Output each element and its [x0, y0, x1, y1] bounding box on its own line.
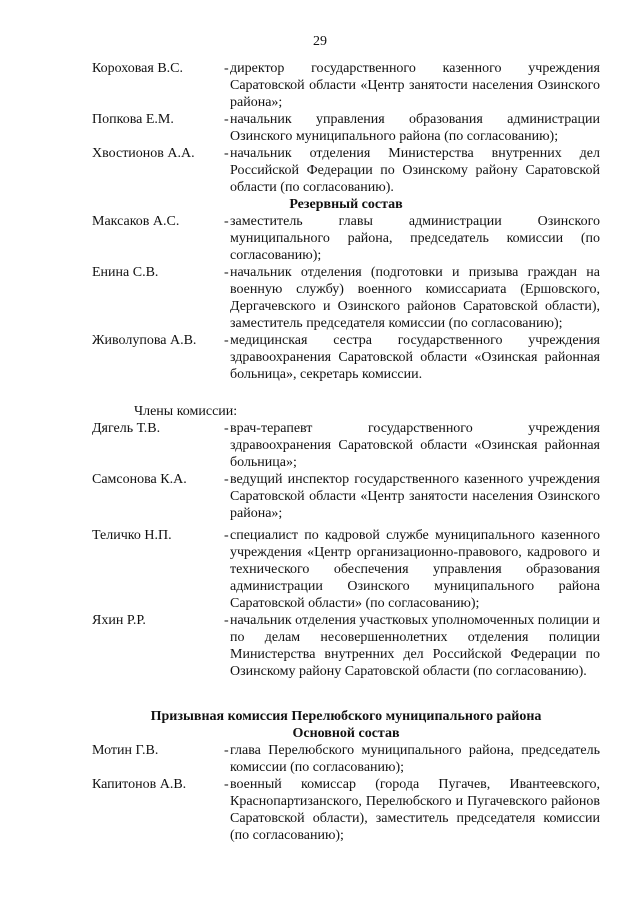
member-position: начальник управления образования администрации Озинского муниципального района (по согласованию); [230, 112, 600, 144]
member-position: ведущий инспектор государственного казенного учреждения Саратовской области «Центр занятости населения Озинского района»; [230, 472, 600, 521]
member-name: Попкова Е.М. [92, 112, 174, 127]
member-position: начальник отделения (подготовки и призыва граждан на военную службу) военного комиссариата (Ершовского, Дергачевского и Озинского районов Саратовской области), заместитель председателя комиссии (по согласованию); [230, 265, 600, 331]
member-row: Живолупова А.В. - медицинская сестра государственного учреждения здравоохранения Саратовской области «Озинская районная больница», секретарь комиссии. [92, 333, 600, 382]
reserve-heading: Резервный состав [289, 197, 403, 212]
page-number: 29 [313, 34, 327, 49]
member-row: Самсонова К.А. - ведущий инспектор государственного казенного учреждения Саратовской области «Центр занятости населения Озинского района»; [92, 472, 600, 521]
commission-title: Призывная комиссия Перелюбского муниципального района [150, 709, 542, 724]
member-position: начальник отделения участковых уполномоченных полиции и по делам несовершеннолетних отделения полиции Министерства внутренних дел Российской Федерации по Озинскому району Саратовской области (по согласованию). [230, 613, 601, 679]
member-row: Мотин Г.В. - глава Перелюбского муниципального района, председатель комиссии (по согласованию); [92, 743, 600, 775]
member-name: Короховая В.С. [92, 61, 184, 76]
member-name: Яхин Р.Р. [92, 613, 146, 628]
member-row: Попкова Е.М. - начальник управления образования администрации Озинского муниципального района (по согласованию); [92, 112, 600, 144]
member-row: Теличко Н.П. - специалист по кадровой службе муниципального казенного учреждения «Центр организационно-правового, кадрового и технического обеспечения управления образования администрации Озинского муниципального района Саратовской области» (по согласованию); [92, 528, 600, 611]
member-position: врач-терапевт государственного учреждения здравоохранения Саратовской области «Озинская районная больница»; [230, 421, 600, 470]
member-row: Дягель Т.В. - врач-терапевт государственного учреждения здравоохранения Саратовской области «Озинская районная больница»; [92, 421, 600, 470]
member-row: Капитонов А.В. - военный комиссар (города Пугачев, Ивантеевского, Краснопартизанского, Перелюбского и Пугачевского районов Саратовской области), заместитель председателя комиссии (по согласованию); [92, 777, 600, 843]
member-position: директор государственного казенного учреждения Саратовской области «Центр занятости населения Озинского района»; [230, 61, 600, 110]
page-content [92, 60, 600, 844]
member-row: Хвостионов А.А. - начальник отделения Министерства внутренних дел Российской Федерации по Озинскому району Саратовской области (по согласованию). [92, 146, 600, 195]
member-position: специалист по кадровой службе муниципального казенного учреждения «Центр организационно-правового, кадрового и технического обеспечения управления образования администрации Озинского муниципального района Саратовской области» (по согласованию); [230, 528, 600, 611]
member-row: Короховая В.С. - директор государственного казенного учреждения Саратовской области «Центр занятости населения Озинского района»; [92, 61, 600, 110]
member-name: Капитонов А.В. [92, 777, 187, 792]
member-row: Енина С.В. - начальник отделения (подготовки и призыва граждан на военную службу) военного комиссариата (Ершовского, Дергачевского и Озинского районов Саратовской области), заместитель председателя комиссии (по согласованию); [92, 265, 600, 331]
member-name: Дягель Т.В. [92, 421, 161, 436]
member-name: Живолупова А.В. [92, 333, 197, 348]
member-name: Самсонова К.А. [92, 472, 187, 487]
member-position: заместитель главы администрации Озинского муниципального района, председатель комиссии (по согласованию); [230, 214, 600, 263]
member-name: Теличко Н.П. [92, 528, 172, 543]
member-name: Мотин Г.В. [92, 743, 159, 758]
member-name: Енина С.В. [92, 265, 159, 280]
member-position: военный комиссар (города Пугачев, Ивантеевского, Краснопартизанского, Перелюбского и Пугачевского районов Саратовской области), заместитель председателя комиссии (по согласованию); [230, 777, 600, 843]
member-position: начальник отделения Министерства внутренних дел Российской Федерации по Озинскому району Саратовской области (по согласованию). [230, 146, 600, 195]
member-row: Яхин Р.Р. - начальник отделения участковых уполномоченных полиции и по делам несовершеннолетних отделения полиции Министерства внутренних дел Российской Федерации по Озинскому району Саратовской области (по согласованию). [92, 613, 601, 679]
members-label: Члены комиссии: [134, 404, 238, 419]
member-position: медицинская сестра государственного учреждения здравоохранения Саратовской области «Озинская районная больница», секретарь комиссии. [230, 333, 600, 382]
member-name: Максаков А.С. [92, 214, 180, 229]
main-composition-heading: Основной состав [292, 726, 400, 741]
member-name: Хвостионов А.А. [92, 146, 195, 161]
member-row: Максаков А.С. - заместитель главы администрации Озинского муниципального района, председатель комиссии (по согласованию); [92, 214, 600, 263]
member-position: глава Перелюбского муниципального района, председатель комиссии (по согласованию); [230, 743, 600, 775]
